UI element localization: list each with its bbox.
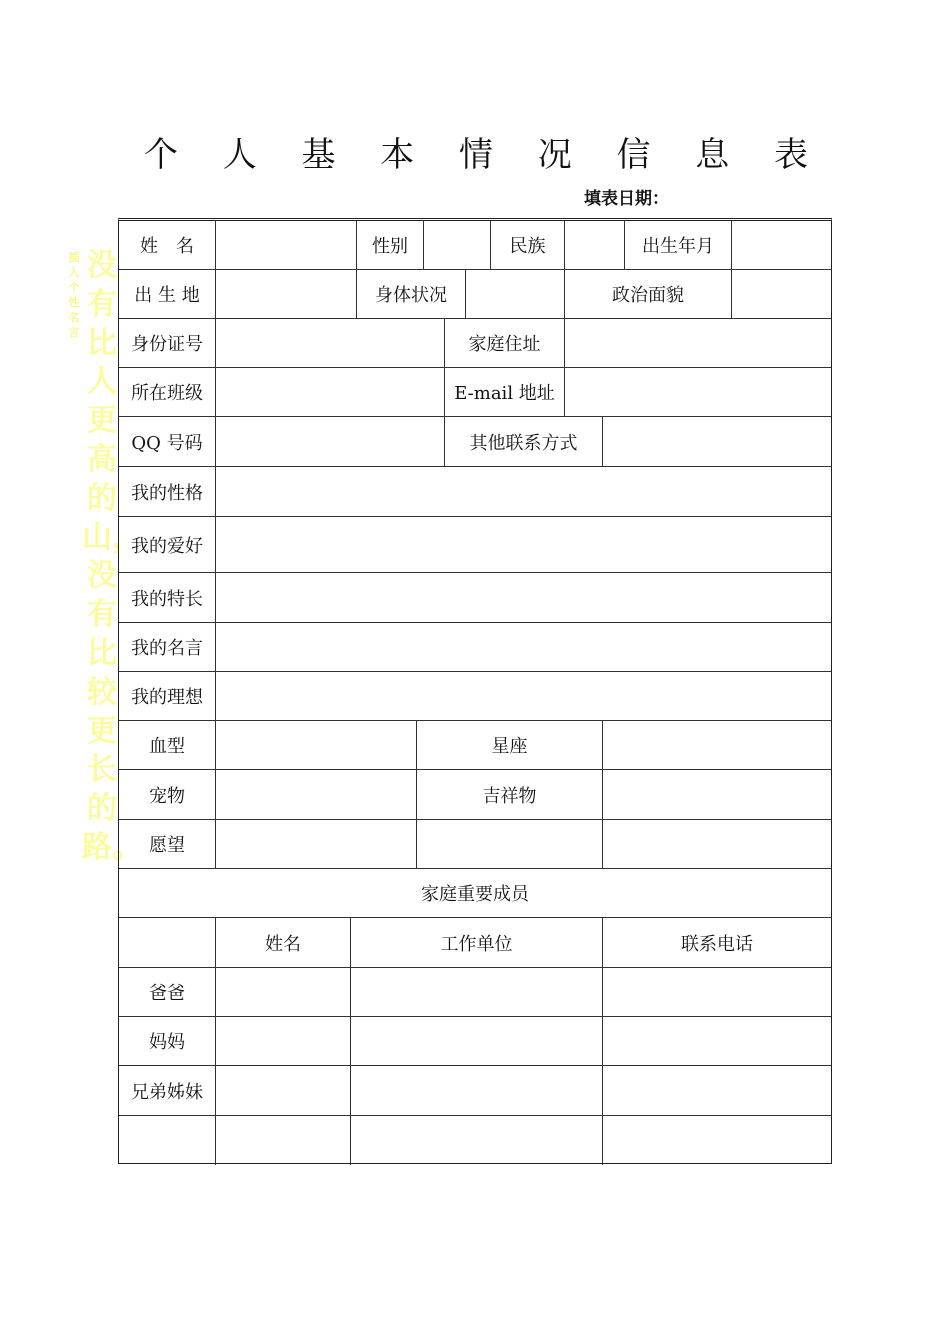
- birthplace-field[interactable]: [216, 270, 357, 319]
- family-col-phone: 联系电话: [603, 918, 831, 968]
- pet-label: 宠物: [119, 770, 216, 820]
- extra-row-label[interactable]: [119, 1116, 216, 1165]
- title-char: 个: [144, 134, 178, 175]
- name-label: 姓 名: [119, 221, 216, 270]
- family-row-label: 妈妈: [119, 1017, 216, 1066]
- extra-phone-field[interactable]: [603, 1116, 831, 1165]
- blood-label: 血型: [119, 721, 216, 770]
- wish-field-3[interactable]: [603, 820, 831, 869]
- address-field[interactable]: [565, 319, 831, 368]
- title-char: 表: [774, 134, 808, 175]
- class-field[interactable]: [216, 368, 445, 417]
- title-char: 息: [695, 134, 730, 175]
- birthplace-label: 出 生 地: [119, 270, 216, 319]
- talents-label: 我的特长: [119, 573, 216, 623]
- ethnicity-field[interactable]: [565, 221, 625, 270]
- birth-date-label: 出生年月: [625, 221, 732, 270]
- father-work-field[interactable]: [351, 968, 603, 1017]
- title-char: 人: [222, 134, 257, 175]
- father-phone-field[interactable]: [603, 968, 831, 1017]
- address-label: 家庭住址: [445, 319, 565, 368]
- ideal-field[interactable]: [216, 672, 831, 721]
- mother-work-field[interactable]: [351, 1017, 603, 1066]
- motto-label: 我的名言: [119, 623, 216, 672]
- health-field[interactable]: [466, 270, 565, 319]
- title-char: 信: [616, 134, 651, 175]
- family-col-name: 姓名: [216, 918, 351, 968]
- wish-field-1[interactable]: [216, 820, 417, 869]
- personality-field[interactable]: [216, 467, 831, 517]
- birth-date-field[interactable]: [732, 221, 831, 270]
- mother-name-field[interactable]: [216, 1017, 351, 1066]
- zodiac-field[interactable]: [603, 721, 831, 770]
- wish-field-2[interactable]: [417, 820, 603, 869]
- fill-date-label: 填表日期：: [584, 189, 669, 209]
- political-label: 政治面貌: [565, 270, 732, 319]
- title-char: 情: [459, 134, 493, 175]
- side-note-small: 插入个性名言: [68, 251, 80, 339]
- title-char: 本: [380, 134, 415, 175]
- father-name-field[interactable]: [216, 968, 351, 1017]
- gender-field[interactable]: [424, 221, 491, 270]
- blood-field[interactable]: [216, 721, 417, 770]
- side-note-motto: 没有比人更高的山，没有比较更长的路。: [82, 248, 142, 865]
- motto-field[interactable]: [216, 623, 831, 672]
- extra-name-field[interactable]: [216, 1116, 351, 1165]
- title-char: 况: [537, 134, 572, 175]
- qq-label: QQ 号码: [119, 417, 216, 467]
- family-row-label: 爸爸: [119, 968, 216, 1017]
- family-col-work: 工作单位: [351, 918, 603, 968]
- other-contact-field[interactable]: [603, 417, 831, 467]
- hobbies-label: 我的爱好: [119, 517, 216, 573]
- extra-work-field[interactable]: [351, 1116, 603, 1165]
- email-label: E-mail 地址: [445, 368, 565, 417]
- siblings-name-field[interactable]: [216, 1066, 351, 1116]
- mother-phone-field[interactable]: [603, 1017, 831, 1066]
- info-form-table: [118, 218, 832, 1164]
- talents-field[interactable]: [216, 573, 831, 623]
- mascot-field[interactable]: [603, 770, 831, 820]
- page-title: [118, 126, 832, 176]
- name-field[interactable]: [216, 221, 357, 270]
- id-label: 身份证号: [119, 319, 216, 368]
- wish-label: 愿望: [119, 820, 216, 869]
- ethnicity-label: 民族: [491, 221, 565, 270]
- personality-label: 我的性格: [119, 467, 216, 517]
- other-contact-label: 其他联系方式: [445, 417, 603, 467]
- mascot-label: 吉祥物: [417, 770, 603, 820]
- gender-label: 性别: [357, 221, 424, 270]
- family-section-title: 家庭重要成员: [119, 869, 831, 918]
- zodiac-label: 星座: [417, 721, 603, 770]
- class-label: 所在班级: [119, 368, 216, 417]
- siblings-phone-field[interactable]: [603, 1066, 831, 1116]
- title-char: 基: [301, 134, 336, 175]
- political-field[interactable]: [732, 270, 831, 319]
- ideal-label: 我的理想: [119, 672, 216, 721]
- id-field[interactable]: [216, 319, 445, 368]
- pet-field[interactable]: [216, 770, 417, 820]
- siblings-work-field[interactable]: [351, 1066, 603, 1116]
- family-corner-cell: [119, 918, 216, 968]
- qq-field[interactable]: [216, 417, 445, 467]
- health-label: 身体状况: [357, 270, 466, 319]
- hobbies-field[interactable]: [216, 517, 831, 573]
- email-field[interactable]: [565, 368, 831, 417]
- family-row-label: 兄弟姊妹: [119, 1066, 216, 1116]
